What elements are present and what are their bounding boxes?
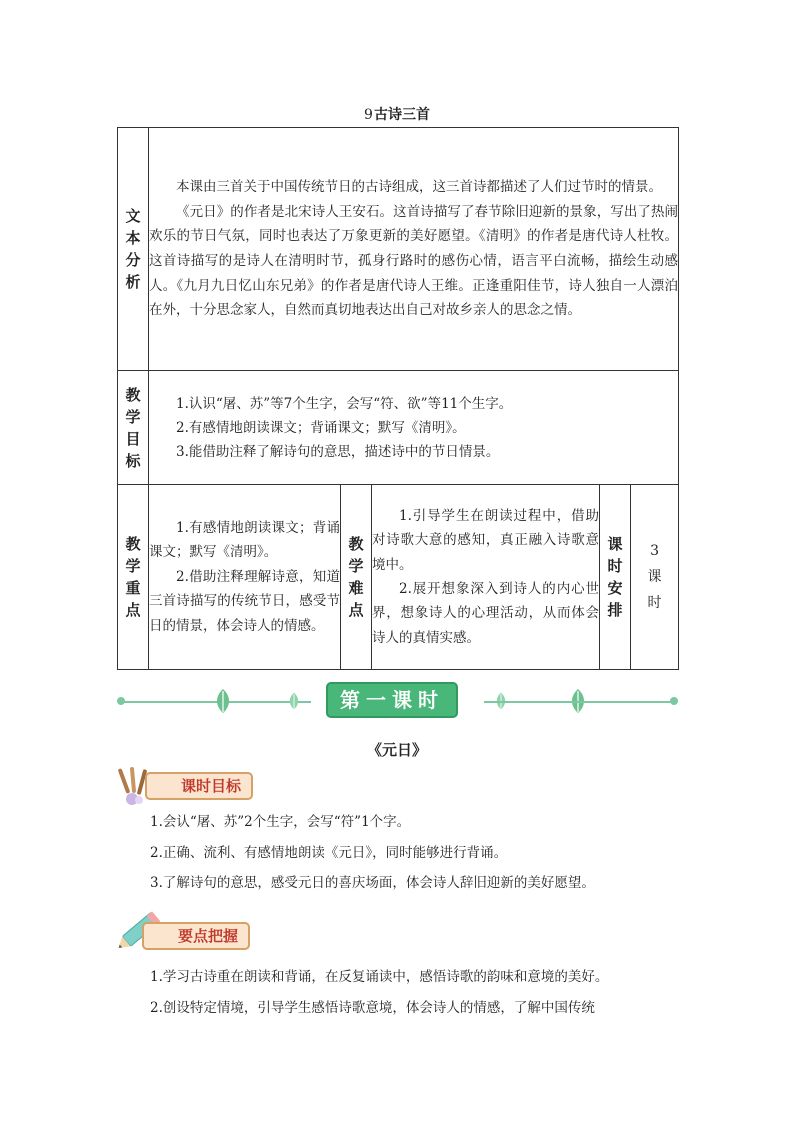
schedule-value: 3 课 时 bbox=[631, 485, 679, 670]
banner-dot-right bbox=[670, 697, 678, 705]
row-teaching-goals bbox=[118, 371, 679, 485]
banner-title: 第一课时 bbox=[326, 682, 458, 718]
page-title bbox=[0, 104, 794, 124]
key-points-label: 教 学 重 点 bbox=[118, 485, 149, 670]
key-grasp-list bbox=[150, 962, 680, 1024]
leaf-icon bbox=[287, 692, 301, 710]
banner-line-right bbox=[484, 701, 674, 703]
difficulties-label: 教 学 难 点 bbox=[341, 485, 372, 670]
schedule-label: 课 时 安 排 bbox=[600, 485, 631, 670]
lesson-banner bbox=[117, 680, 678, 720]
text-analysis-content: 本课由三首关于中国传统节日的古诗组成，这三首诗都描述了人们过节时的情景。 《元日》的作者是北宋诗人王安石。这首诗描写了春节除旧迎新的景象，写出了热闹欢乐的节日气氛，同时也表达了万象更新的美好愿望。《清明》的作者是唐代诗人杜牧。这首诗描写的是诗人在清明时节，孤身行路时的感伤心情，语言平白流畅，描绘生动感人。《九月九日忆山东兄弟》的作者是唐代诗人王维。正逢重阳佳节，诗人独自一人漂泊在外，十分思念家人，自然而真切地表达出自己对故乡亲人的思念之情。 bbox=[149, 128, 679, 371]
lesson-name: 古诗三首 bbox=[373, 107, 430, 123]
lesson-number: 9 bbox=[364, 107, 373, 123]
teaching-goals-label: 教 学 目 标 bbox=[118, 371, 149, 485]
list-item: 3.了解诗句的意思，感受元日的喜庆场面，体会诗人辞旧迎新的美好愿望。 bbox=[150, 875, 595, 891]
lesson-goals-list bbox=[150, 807, 680, 899]
key-grasp-tag: 要点把握 bbox=[142, 922, 250, 950]
lesson-plan-table bbox=[117, 127, 679, 670]
list-item: 2.创设特定情境，引导学生感悟诗歌意境，体会诗人的情感，了解中国传统 bbox=[150, 1000, 595, 1016]
lesson-goals-tag: 课时目标 bbox=[145, 772, 253, 800]
key-points-content: 1.有感情地朗读课文；背诵课文；默写《清明》。 2.借助注释理解诗意，知道三首诗描写的传统节日，感受节日的情景，体会诗人的情感。 bbox=[149, 485, 341, 670]
row-key-points bbox=[118, 485, 679, 670]
list-item: 1.会认“屠、苏”2个生字，会写“符”1个字。 bbox=[150, 814, 411, 830]
difficulties-content: 1.引导学生在朗读过程中，借助对诗歌大意的感知，真正融入诗歌意境中。 2.展开想象深入到诗人的内心世界，想象诗人的心理活动，从而体会诗人的真情实感。 bbox=[372, 485, 600, 670]
poem-title: 《元日》 bbox=[366, 741, 427, 759]
teaching-goals-content: 1.认识“屠、苏”等7个生字，会写“符、欲”等11个生字。 2.有感情地朗读课文；背诵课文；默写《清明》。 3.能借助注释了解诗句的意思，描述诗中的节日情景。 bbox=[149, 371, 679, 485]
text-analysis-label: 文 本 分 析 bbox=[118, 128, 149, 371]
leaf-icon bbox=[213, 688, 233, 714]
list-item: 2.正确、流利、有感情地朗读《元日》，同时能够进行背诵。 bbox=[150, 844, 508, 861]
row-text-analysis bbox=[118, 128, 679, 371]
list-item: 1.学习古诗重在朗读和背诵，在反复诵读中，感悟诗歌的韵味和意境的美好。 bbox=[150, 969, 609, 985]
